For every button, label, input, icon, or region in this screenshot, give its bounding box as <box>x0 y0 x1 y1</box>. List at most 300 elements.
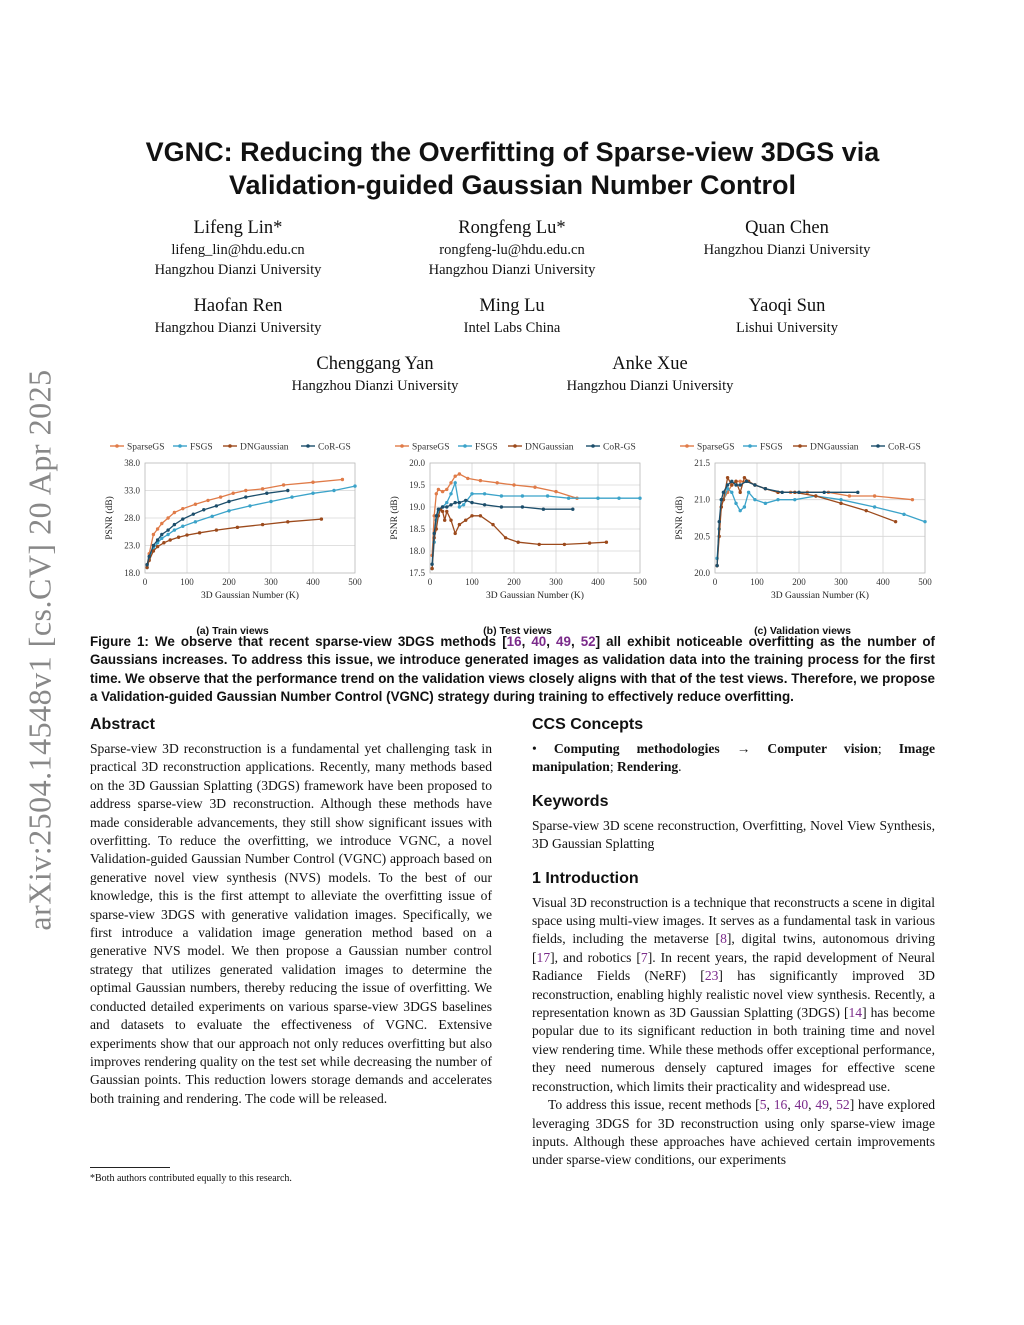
author-block <box>98 294 378 338</box>
x-tick-label: 300 <box>834 577 848 587</box>
author-name: Chenggang Yan <box>316 354 434 374</box>
data-point <box>739 480 742 483</box>
ccs-concept: Computing methodologies <box>553 741 720 756</box>
chart-test-views <box>375 432 660 622</box>
y-tick-label: 20.5 <box>694 531 710 542</box>
citation-link[interactable]: 5 <box>759 1097 767 1113</box>
data-point <box>286 520 289 523</box>
x-axis-label: 3D Gaussian Number (K) <box>486 591 584 601</box>
x-tick-label: 500 <box>633 577 647 587</box>
y-tick-label: 18.0 <box>124 568 140 578</box>
ccs-heading: CCS Concepts <box>532 716 644 733</box>
author-email: rongfeng-lu@hdu.edu.cn <box>439 242 585 258</box>
y-tick-label: 21.5 <box>694 458 710 468</box>
abstract-text: Sparse-view 3D reconstruction is a fundamental yet challenging task in practical 3D reconstruction applications. Recently, many methods based on the 3D Gaussian Splatting (3DGS) framework have been proposed to address sparse-view 3D reconstruction. Although these methods have made considerable advancements, they still show significant issues with overfitting. To reduce the overfitting, we introduce VGNC, a novel Validation-guided Gaussian Number Control (VGNC) approach based on generative novel view synthesis (NVS) models. To the best of our knowledge, this is the first attempt to alleviate the overfitting issue of sparse-view 3DGS with generative validation images. Specifically, we first introduce a validation image generation method based on a generative NVS model. We then propose a Gaussian number control strategy that utilizes generated validation images to determine the optimal Gaussian numbers, thereby reducing the issue of overfitting. We conducted detailed experiments on various sparse-view 3DGS baselines and datasets to evaluate the effectiveness of VGNC. Extensive experiments show that our approach not only reduces overfitting but also improves rendering quality on the test set while decreasing the number of Gaussian points. This reduction lowers storage demands and accelerates both training and rendering. The code will be released. <box>90 741 492 1106</box>
data-point <box>181 507 184 510</box>
caption-sep: , <box>521 634 532 649</box>
ccs-concept: Computer vision <box>767 741 878 756</box>
data-point <box>215 528 218 531</box>
data-point <box>160 522 163 525</box>
caption-text: ] all exhibit noticeable overfitting as the number of Gaussians increases. To address this issue, we introduce generated images as validation data into the training process for the first time. We observe that the performance trend on the validation views closely aligns with that of the test views. Therefore, we propose a Validation-guided Gaussian Number Control (VGNC) strategy during training to effectively reduce overfitting. <box>90 634 935 704</box>
data-point <box>173 528 176 531</box>
data-point <box>244 489 247 492</box>
data-point <box>211 515 214 518</box>
data-point <box>160 537 163 540</box>
citation-link[interactable]: 16 <box>506 634 522 649</box>
data-point <box>479 479 482 482</box>
caption-sep: , <box>546 634 557 649</box>
data-point <box>286 489 289 492</box>
figure-caption <box>90 633 935 706</box>
legend-label: DNGaussian <box>810 442 859 453</box>
data-point <box>282 483 285 486</box>
legend-label: CoR-GS <box>888 442 921 453</box>
y-tick-label: 19.0 <box>409 502 425 512</box>
data-point <box>466 477 469 480</box>
data-point <box>166 533 169 536</box>
legend-swatch-marker <box>115 444 119 448</box>
data-point <box>458 501 461 504</box>
data-point <box>445 510 448 513</box>
ccs-concept: Rendering <box>617 759 679 775</box>
intro-text: ] has significantly improved 3D reconstruction, enabling highly realistic novel view synthesis. Recently, a representation known as 3D Gaussian Splatting (3DGS) [ <box>532 968 935 1021</box>
data-point <box>435 492 438 495</box>
citation-link[interactable]: 52 <box>580 634 596 649</box>
data-point <box>542 508 545 511</box>
author-email: lifeng_lin@hdu.edu.cn <box>171 242 305 258</box>
data-point <box>848 494 851 497</box>
subcaption-validation: (c) Validation views <box>754 625 851 637</box>
data-point <box>734 480 737 483</box>
y-tick-label: 23.0 <box>124 540 140 551</box>
series-line-dngaussian <box>432 509 606 568</box>
data-point <box>311 481 314 484</box>
legend-label: FSGS <box>475 442 498 453</box>
data-point <box>166 516 169 519</box>
data-point <box>753 498 756 501</box>
data-point <box>173 511 176 514</box>
data-point <box>739 509 742 512</box>
author-name: Quan Chen <box>745 218 829 238</box>
data-point <box>776 498 779 501</box>
data-point <box>470 501 473 504</box>
data-point <box>265 492 268 495</box>
data-point <box>430 567 433 570</box>
data-point <box>923 520 926 523</box>
data-point <box>873 494 876 497</box>
data-point <box>797 491 800 494</box>
data-point <box>743 476 746 479</box>
title-line-2: Validation-guided Gaussian Number Control <box>228 170 797 200</box>
data-point <box>198 531 201 534</box>
data-point <box>166 528 169 531</box>
arxiv-id-text: arXiv:2504.14548v1 [cs.CV] 20 Apr 2025 <box>21 369 58 931</box>
data-point <box>563 543 566 546</box>
x-tick-label: 100 <box>465 577 479 587</box>
y-tick-label: 20.0 <box>409 458 425 468</box>
author-block <box>372 216 652 280</box>
citation-link[interactable]: 7 <box>640 949 648 965</box>
data-point <box>764 487 767 490</box>
data-point <box>521 505 524 508</box>
y-tick-label: 20.0 <box>694 568 710 578</box>
legend-swatch-marker <box>748 444 752 448</box>
author-block <box>98 216 378 280</box>
intro-text: , <box>808 1097 816 1113</box>
author-block <box>510 352 790 396</box>
data-point <box>739 483 742 486</box>
data-point <box>538 543 541 546</box>
data-point <box>605 541 608 544</box>
chart-panel-validation <box>660 432 945 637</box>
intro-text: ]. In recent years, the rapid development of Neural Radiance Fields (NeRF) [ <box>532 949 935 984</box>
data-point <box>745 480 748 483</box>
data-point <box>814 494 817 497</box>
data-point <box>839 502 842 505</box>
data-point <box>160 533 163 536</box>
data-point <box>856 491 859 494</box>
arxiv-identifier <box>10 355 70 945</box>
x-tick-label: 100 <box>180 577 194 587</box>
citation-link[interactable]: 40 <box>531 634 547 649</box>
legend-swatch-marker <box>685 444 689 448</box>
y-axis-label: PSNR (dB) <box>390 496 400 540</box>
data-point <box>433 532 436 535</box>
data-point <box>244 495 247 498</box>
data-point <box>173 523 176 526</box>
data-point <box>449 519 452 522</box>
series-line-fsgs <box>147 486 355 567</box>
footnote: *Both authors contributed equally to this research. <box>90 1173 292 1184</box>
data-point <box>726 476 729 479</box>
intro-paragraph-1 <box>532 894 935 1096</box>
citation-link[interactable]: 52 <box>836 1097 850 1113</box>
data-point <box>320 517 323 520</box>
x-tick-label: 100 <box>750 577 764 587</box>
data-point <box>734 502 737 505</box>
data-point <box>464 519 467 522</box>
intro-text: ] have explored leveraging 3DGS for 3D reconstruction using only sparse-view image inputs. Although these approaches have achieved certain improvements under sparse-view conditions, our experiments <box>532 1097 936 1168</box>
chart-train-views <box>90 432 375 622</box>
x-tick-label: 400 <box>876 577 890 587</box>
legend-label: CoR-GS <box>318 442 351 453</box>
data-point <box>865 509 868 512</box>
citation-link[interactable]: 49 <box>815 1097 829 1113</box>
x-axis-label: 3D Gaussian Number (K) <box>771 591 869 601</box>
data-point <box>454 501 457 504</box>
y-axis-label: PSNR (dB) <box>675 496 685 540</box>
data-point <box>470 492 473 495</box>
x-tick-label: 0 <box>427 577 433 587</box>
data-point <box>911 498 914 501</box>
series-line-cor-gs <box>147 491 288 565</box>
citation-link[interactable]: 14 <box>848 1005 863 1021</box>
data-point <box>261 487 264 490</box>
x-tick-label: 0 <box>142 577 148 587</box>
data-point <box>512 483 515 486</box>
x-tick-label: 0 <box>712 577 718 587</box>
data-point <box>441 505 444 508</box>
data-point <box>458 505 461 508</box>
author-name: Ming Lu <box>479 296 545 316</box>
data-point <box>726 483 729 486</box>
data-point <box>479 514 482 517</box>
y-tick-label: 18.5 <box>409 524 425 534</box>
data-point <box>902 513 905 516</box>
data-point <box>781 491 784 494</box>
legend-swatch-marker <box>228 444 232 448</box>
y-tick-label: 18.0 <box>409 546 425 556</box>
chart-panel-test <box>375 432 660 637</box>
footnote-rule <box>90 1167 170 1168</box>
x-tick-label: 200 <box>507 577 521 587</box>
ccs-concept: Image manipulation <box>532 741 935 775</box>
legend-label: SparseGS <box>127 442 165 453</box>
subcaption-test: (b) Test views <box>483 625 552 637</box>
ccs-sep: ; <box>609 759 617 775</box>
author-affiliation: Hangzhou Dianzi University <box>566 378 734 394</box>
legend-label: FSGS <box>190 442 213 453</box>
data-point <box>483 503 486 506</box>
data-point <box>441 510 444 513</box>
x-tick-label: 300 <box>549 577 563 587</box>
author-affiliation: Hangzhou Dianzi University <box>703 242 871 258</box>
data-point <box>730 491 733 494</box>
author-name: Lifeng Lin* <box>193 218 283 238</box>
intro-paragraph-2 <box>532 1096 935 1170</box>
data-point <box>156 527 159 530</box>
intro-text: ], and robotics [ <box>550 949 641 965</box>
data-point <box>261 523 264 526</box>
citation-link[interactable]: 8 <box>720 931 727 947</box>
right-column <box>532 714 935 1170</box>
citation-link[interactable]: 40 <box>794 1097 809 1113</box>
data-point <box>722 491 725 494</box>
intro-text: To address this issue, recent methods [ <box>548 1097 760 1113</box>
ccs-sep: ; <box>877 741 899 756</box>
data-point <box>156 545 159 548</box>
legend-swatch-marker <box>798 444 802 448</box>
author-block <box>235 352 515 396</box>
author-affiliation: Intel Labs China <box>463 320 561 336</box>
data-point <box>739 491 742 494</box>
citation-link[interactable]: 23 <box>704 968 719 984</box>
data-point <box>571 508 574 511</box>
author-affiliation: Hangzhou Dianzi University <box>154 320 322 336</box>
data-point <box>588 541 591 544</box>
data-point <box>449 492 452 495</box>
paper-title <box>90 136 935 202</box>
x-tick-label: 500 <box>918 577 932 587</box>
data-point <box>823 491 826 494</box>
data-point <box>206 499 209 502</box>
data-point <box>458 523 461 526</box>
data-point <box>496 481 499 484</box>
ccs-arrow: → <box>719 741 768 756</box>
data-point <box>185 533 188 536</box>
data-point <box>734 483 737 486</box>
data-point <box>546 494 549 497</box>
data-point <box>181 525 184 528</box>
citation-link[interactable]: 49 <box>556 634 571 649</box>
data-point <box>730 483 733 486</box>
data-point <box>521 494 524 497</box>
x-tick-label: 200 <box>222 577 236 587</box>
legend-label: CoR-GS <box>603 442 636 453</box>
data-point <box>192 512 195 515</box>
data-point <box>517 541 520 544</box>
data-point <box>162 541 165 544</box>
author-block <box>647 294 927 338</box>
legend-swatch-marker <box>178 444 182 448</box>
data-point <box>435 514 438 517</box>
data-point <box>353 484 356 487</box>
author-block <box>647 216 927 260</box>
data-point <box>443 519 446 522</box>
author-name: Yaoqi Sun <box>748 296 826 316</box>
data-point <box>177 536 180 539</box>
y-axis-label: PSNR (dB) <box>105 496 115 540</box>
chart-validation-views <box>660 432 945 622</box>
author-name: Haofan Ren <box>193 296 283 316</box>
data-point <box>454 475 457 478</box>
x-tick-label: 400 <box>591 577 605 587</box>
caption-text: Figure 1: We observe that recent sparse-view 3DGS methods [ <box>90 634 507 649</box>
legend-swatch-marker <box>591 444 595 448</box>
intro-text: Visual 3D reconstruction is a technique that reconstructs a scene in digital space using multi-view images. It serves as a fundamental task in various fields, including the metaverse [ <box>532 894 935 947</box>
x-tick-label: 300 <box>264 577 278 587</box>
data-point <box>248 504 251 507</box>
keywords-text: Sparse-view 3D scene reconstruction, Overfitting, Novel View Synthesis, 3D Gaussian Splatting <box>532 817 935 852</box>
data-point <box>332 489 335 492</box>
figure-1 <box>90 432 940 637</box>
data-point <box>747 491 750 494</box>
data-point <box>445 488 448 491</box>
data-point <box>232 492 235 495</box>
data-point <box>269 500 272 503</box>
legend-label: SparseGS <box>697 442 735 453</box>
legend-swatch-marker <box>463 444 467 448</box>
y-tick-label: 38.0 <box>124 458 140 468</box>
y-tick-label: 17.5 <box>409 568 425 578</box>
legend-label: DNGaussian <box>525 442 574 453</box>
data-point <box>500 505 503 508</box>
ccs-concepts <box>532 740 935 777</box>
y-tick-label: 33.0 <box>124 485 140 496</box>
data-point <box>441 490 444 493</box>
citation-link[interactable]: 17 <box>536 949 551 965</box>
data-point <box>145 563 148 566</box>
legend-swatch-marker <box>513 444 517 448</box>
intro-text: , <box>787 1097 795 1113</box>
author-block <box>372 294 652 338</box>
data-point <box>445 505 448 508</box>
data-point <box>194 520 197 523</box>
data-point <box>894 520 897 523</box>
subcaption-train: (a) Train views <box>196 625 269 637</box>
series-line-dngaussian <box>717 478 896 566</box>
x-tick-label: 500 <box>348 577 362 587</box>
data-point <box>743 505 746 508</box>
left-column <box>90 714 492 1108</box>
data-point <box>533 486 536 489</box>
data-point <box>764 502 767 505</box>
series-line-fsgs <box>432 483 640 569</box>
data-point <box>470 514 473 517</box>
data-point <box>491 523 494 526</box>
y-tick-label: 28.0 <box>124 513 140 523</box>
data-point <box>730 480 733 483</box>
data-point <box>753 483 756 486</box>
legend-swatch-marker <box>400 444 404 448</box>
author-name: Anke Xue <box>612 354 688 374</box>
ccs-bullet: • <box>532 741 554 756</box>
data-point <box>227 500 230 503</box>
intro-text: , <box>828 1097 837 1113</box>
author-name: Rongfeng Lu* <box>458 218 566 238</box>
data-point <box>617 497 620 500</box>
chart-panel-train <box>90 432 375 637</box>
data-point <box>454 481 457 484</box>
caption-sep: , <box>570 634 581 649</box>
series-line-fsgs <box>717 489 925 559</box>
data-point <box>152 544 155 547</box>
data-point <box>290 495 293 498</box>
data-point <box>311 492 314 495</box>
intro-heading: 1 Introduction <box>532 869 639 887</box>
y-tick-label: 19.5 <box>409 480 425 490</box>
author-affiliation: Hangzhou Dianzi University <box>291 378 459 394</box>
keywords-heading: Keywords <box>532 792 609 810</box>
data-point <box>793 498 796 501</box>
data-point <box>202 508 205 511</box>
data-point <box>445 501 448 504</box>
intro-text: ] has become popular due to its significant reduction in both training time and novel view rendering time. While these methods offer exceptional performance, they need numerous densely captured images for effective scene reconstruction, which limits their practicality and widespread use. <box>532 1005 935 1094</box>
data-point <box>483 492 486 495</box>
data-point <box>430 563 433 566</box>
legend-label: SparseGS <box>412 442 450 453</box>
data-point <box>152 533 155 536</box>
data-point <box>219 495 222 498</box>
citation-link[interactable]: 16 <box>773 1097 788 1113</box>
data-point <box>437 508 440 511</box>
author-affiliation: Hangzhou Dianzi University <box>428 262 596 278</box>
data-point <box>638 497 641 500</box>
intro-text: ], digital twins, autonomous driving [ <box>532 931 935 965</box>
data-point <box>437 488 440 491</box>
title-line-1: VGNC: Reducing the Overfitting of Sparse-view 3DGS via <box>145 137 880 167</box>
legend-label: DNGaussian <box>240 442 289 453</box>
data-point <box>458 472 461 475</box>
abstract-heading: Abstract <box>90 716 155 733</box>
ccs-end: . <box>678 759 682 775</box>
data-point <box>156 538 159 541</box>
series-line-cor-gs <box>432 500 573 564</box>
legend-label: FSGS <box>760 442 783 453</box>
data-point <box>454 532 457 535</box>
data-point <box>169 538 172 541</box>
plot-frame <box>430 463 640 573</box>
data-point <box>873 505 876 508</box>
y-tick-label: 21.0 <box>694 494 710 505</box>
data-point <box>718 520 721 523</box>
data-point <box>715 564 718 567</box>
x-axis-label: 3D Gaussian Number (K) <box>201 591 299 601</box>
data-point <box>839 498 842 501</box>
author-affiliation: Hangzhou Dianzi University <box>154 262 322 278</box>
data-point <box>596 497 599 500</box>
data-point <box>500 494 503 497</box>
